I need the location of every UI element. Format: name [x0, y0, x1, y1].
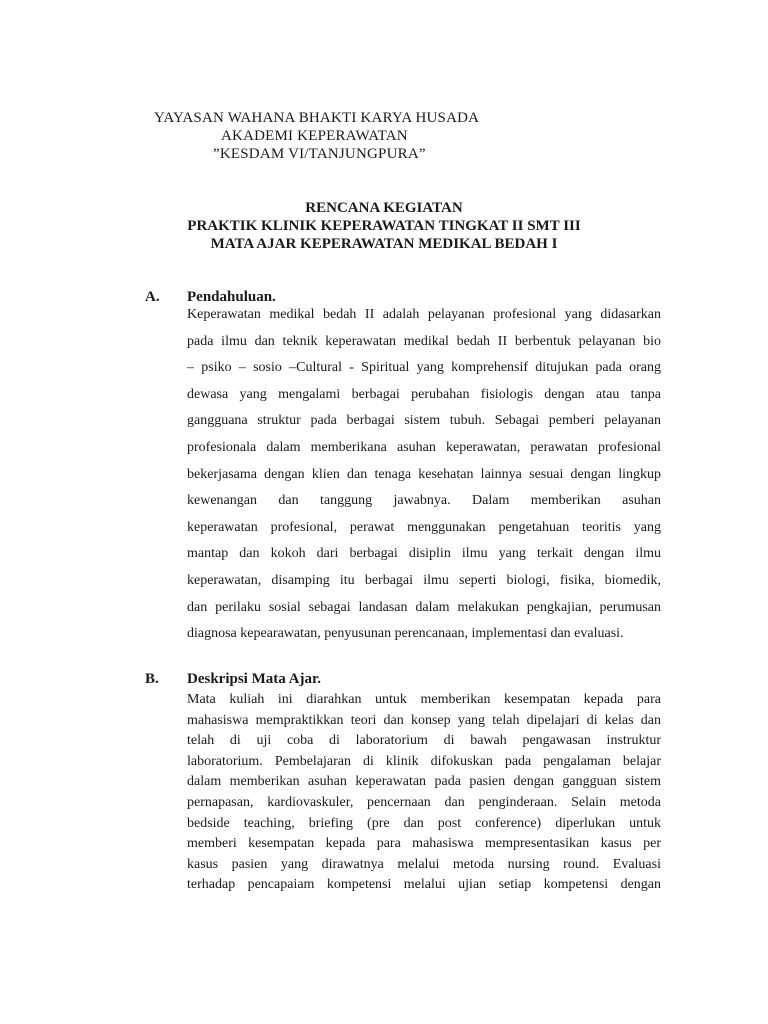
paragraph-line: bedside teaching, briefing (pre dan post conference) diperlukan untuk [187, 815, 661, 831]
paragraph-line: laboratorium. Pembelajaran di klinik difokuskan pada pengalaman belajar [187, 753, 661, 769]
paragraph-line: mahasiswa mempraktikkan teori dan konsep yang telah dipelajari di kelas dan [187, 712, 661, 728]
org-name-kesdam: ”KESDAM VI/TANJUNGPURA” [213, 146, 426, 162]
paragraph-line: mantap dan kokoh dari berbagai disiplin ilmu yang terkait dengan ilmu [187, 546, 661, 562]
doc-subtitle-practice: PRAKTIK KLINIK KEPERAWATAN TINGKAT II SMT III [187, 218, 581, 234]
paragraph-line: kasus pasien yang dirawatnya melalui metoda nursing round. Evaluasi [187, 856, 661, 872]
paragraph-line: telah di uji coba di laboratorium di bawah pengawasan instruktur [187, 733, 661, 749]
paragraph-line: keperawatan profesional, perawat menggunakan pengetahuan teoritis yang [187, 519, 661, 535]
paragraph-line: profesionala dalam memberikana asuhan keperawatan, perawatan profesional [187, 439, 661, 455]
paragraph-line: dalam memberikan asuhan keperawatan pada pasien dengan gangguan sistem [187, 774, 661, 790]
paragraph-line: Keperawatan medikal bedah II adalah pelayanan profesional yang didasarkan [187, 307, 661, 322]
paragraph-line: – psiko – sosio –Cultural - Spiritual yang komprehensif ditujukan pada orang [187, 360, 661, 376]
org-name-foundation: YAYASAN WAHANA BHAKTI KARYA HUSADA [154, 110, 480, 126]
paragraph-line: terhadap pencapaiam kompetensi melalui ujian setiap kompetensi dengan [187, 877, 661, 893]
paragraph-line: bekerjasama dengan klien dan tenaga kesehatan lainnya sesuai dengan lingkup [187, 466, 661, 482]
section-a-letter: A. [145, 289, 160, 305]
paragraph-line: dewasa yang mengalami berbagai perubahan fisiologis dengan atau tanpa [187, 386, 661, 402]
doc-subtitle-course: MATA AJAR KEPERAWATAN MEDIKAL BEDAH I [210, 236, 558, 252]
org-name-academy: AKADEMI KEPERAWATAN [221, 128, 408, 144]
paragraph-line: pada ilmu dan teknik keperawatan medikal bedah II berbentuk pelayanan bio [187, 333, 661, 349]
paragraph-line: memberi kesempatan kepada para mahasiswa mempresentasikan kasus per [187, 836, 661, 852]
section-a-paragraph [187, 302, 661, 648]
paragraph-line: keperawatan, disamping itu berbagai ilmu seperti biologi, fisika, biomedik, [187, 572, 661, 588]
section-b-heading: Deskripsi Mata Ajar. [187, 671, 322, 687]
section-b-paragraph [187, 690, 661, 896]
paragraph-line: Mata kuliah ini diarahkan untuk memberikan kesempatan kepada para [187, 692, 661, 707]
section-a-heading: Pendahuluan. [187, 289, 276, 305]
paragraph-line: pernapasan, kardiovaskuler, pencernaan dan penginderaan. Selain metoda [187, 794, 661, 810]
paragraph-line: gangguana struktur pada berbagai sistem tubuh. Sebagai pemberi pelayanan [187, 413, 661, 429]
doc-title: RENCANA KEGIATAN [305, 200, 463, 216]
paragraph-line: kewenangan dan tanggung jawabnya. Dalam memberikan asuhan [187, 493, 661, 509]
section-b-letter: B. [145, 671, 159, 687]
paragraph-line: diagnosa kepearawatan, penyusunan perencanaan, implementasi dan evaluasi. [187, 626, 624, 642]
paragraph-line: dan perilaku sosial sebagai landasan dalam melakukan pengkajian, perumusan [187, 599, 661, 615]
